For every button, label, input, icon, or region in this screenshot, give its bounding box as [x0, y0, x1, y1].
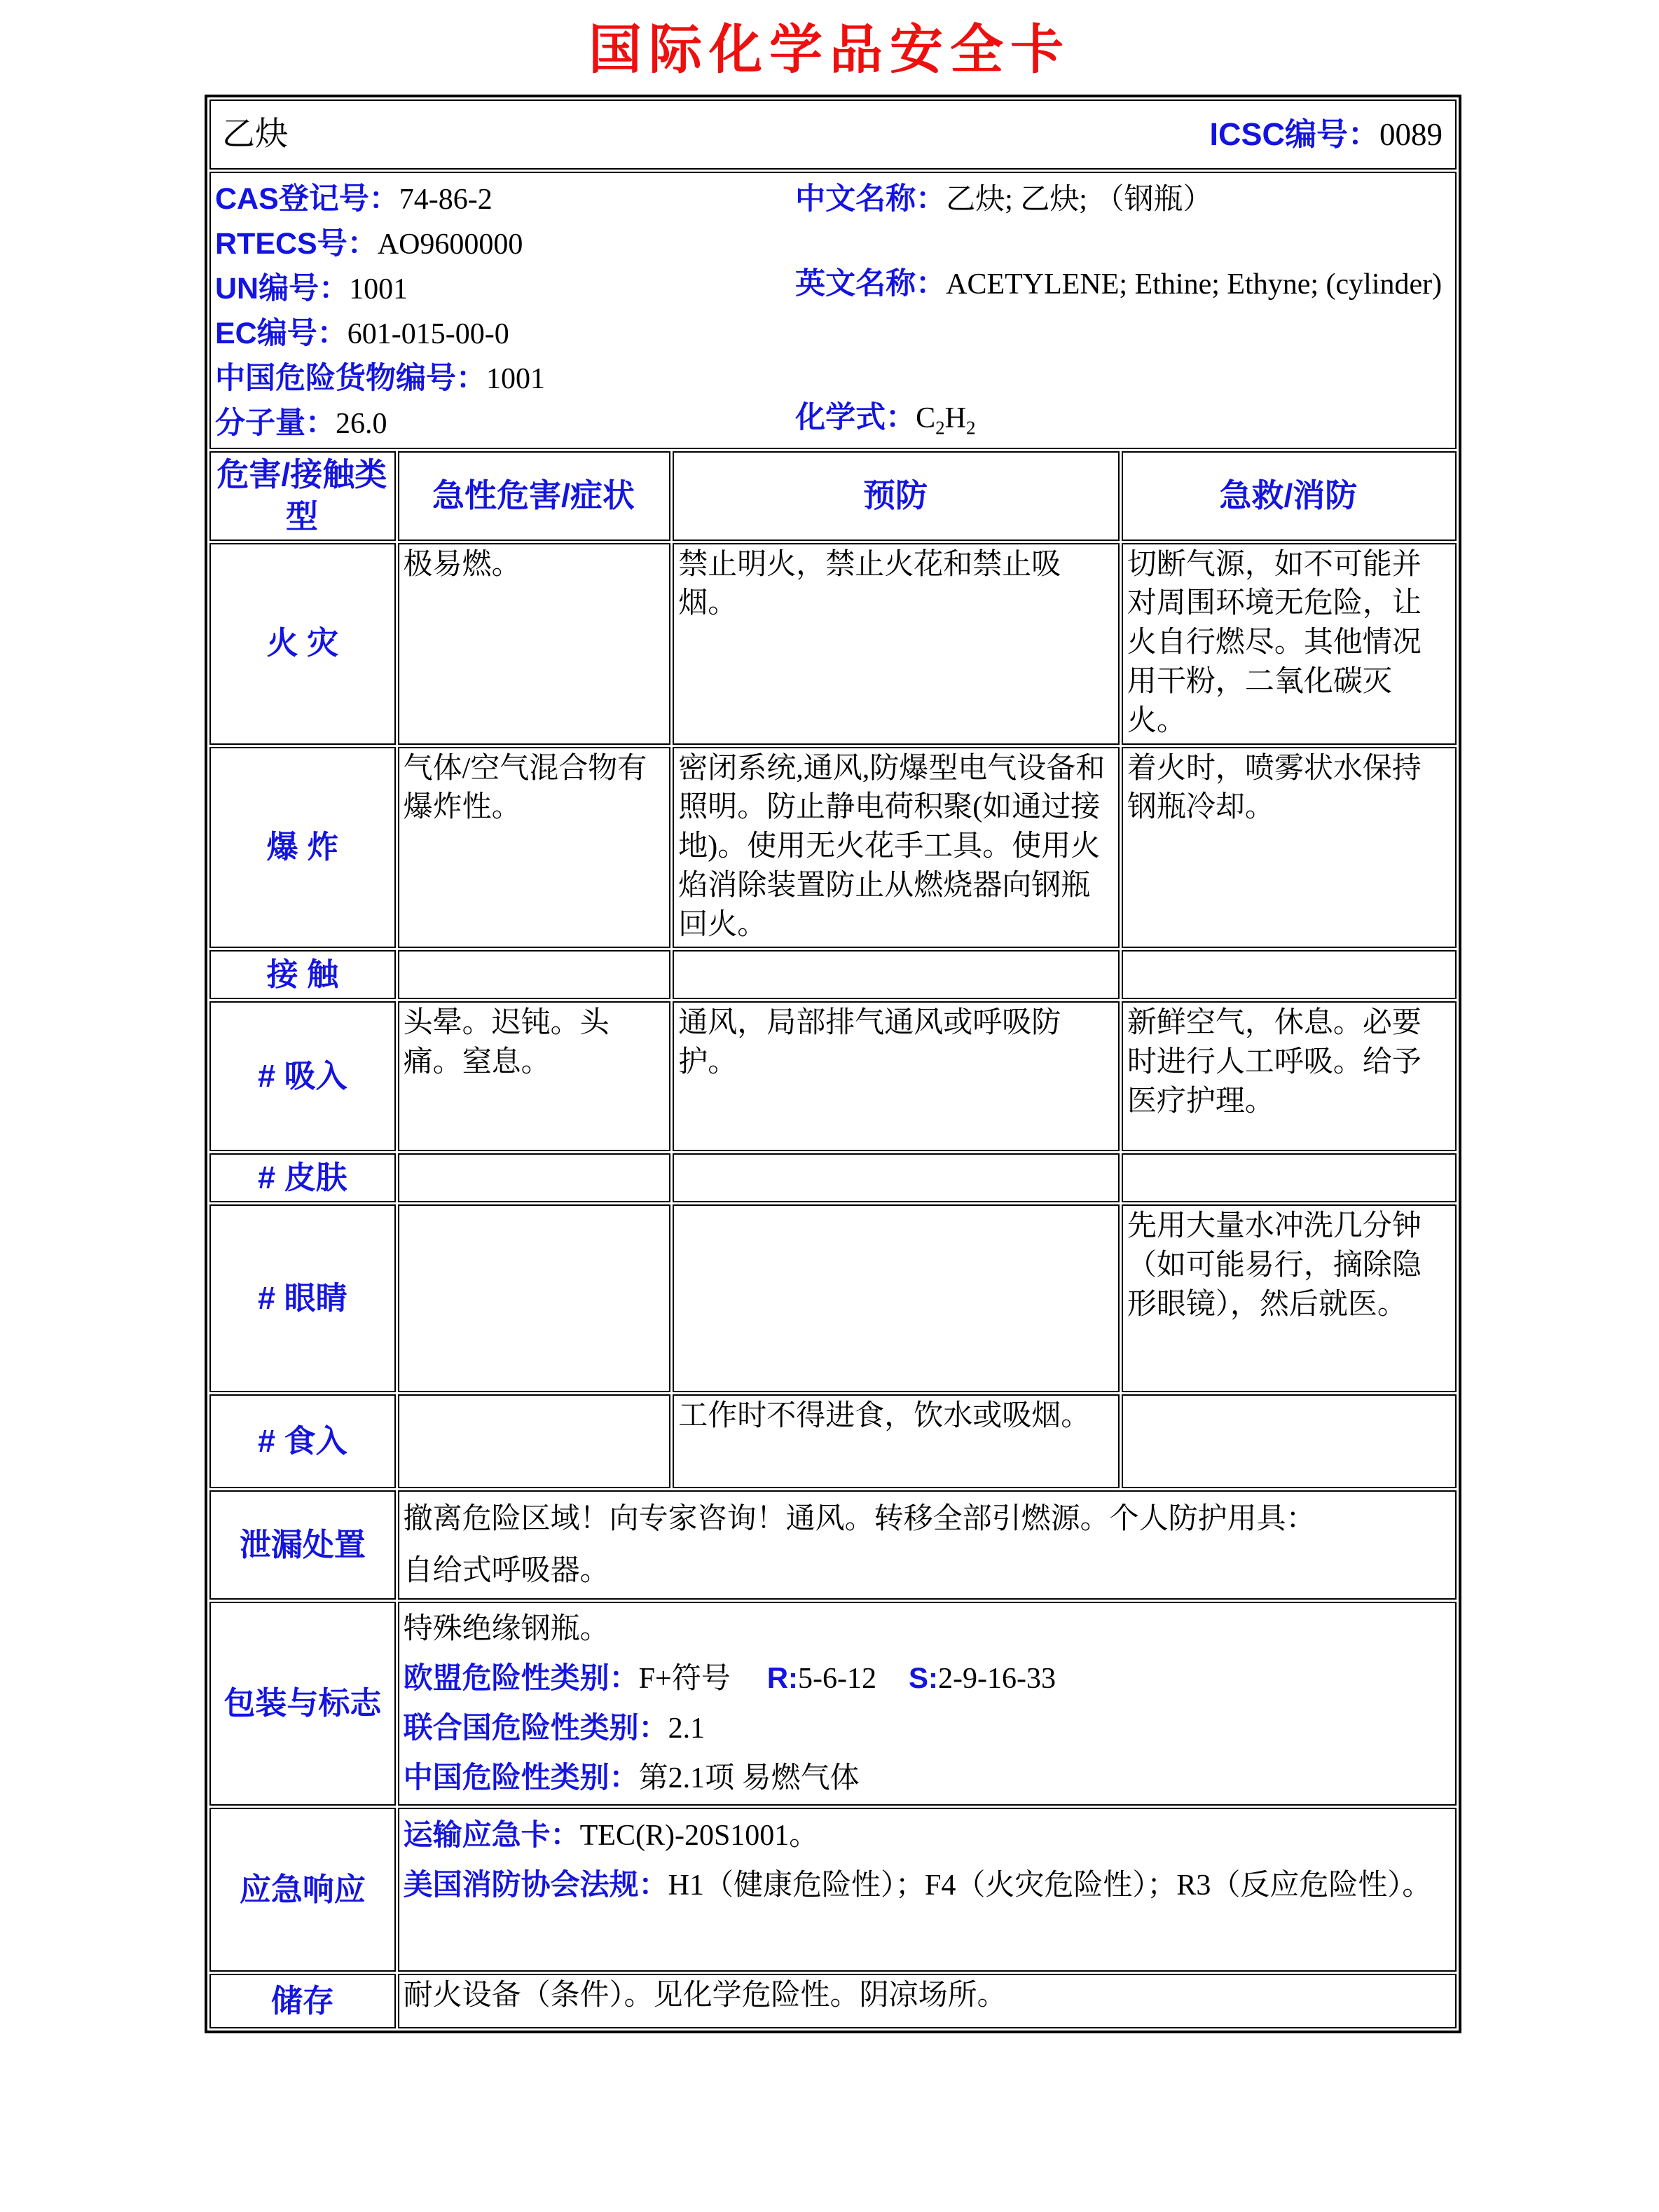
un-number-label: UN编号： [215, 272, 350, 305]
contact-response-cell [1122, 950, 1457, 999]
hazard-row-ingestion [209, 1394, 1457, 1488]
chinese-name-value: 乙炔; 乙炔; （钢瓶） [946, 184, 1213, 216]
packaging-row [209, 1602, 1457, 1806]
hazard-row-eyes [209, 1204, 1457, 1392]
skin-prevention-cell [673, 1153, 1120, 1202]
english-name-label: 英文名称： [795, 267, 946, 301]
eyes-symptoms-cell [398, 1204, 671, 1392]
formula-subscript-2: 2 [965, 417, 976, 439]
transport-emergency-card-line [404, 1811, 1450, 1860]
s-phrases-label: S: [909, 1661, 939, 1694]
header-acute-symptoms: 急性危害/症状 [398, 451, 671, 541]
packaging-cylinder-note: 特殊绝缘钢瓶。 [403, 1612, 610, 1645]
skin-symptoms-cell [398, 1153, 671, 1202]
inhalation-symptoms-cell: 头晕。迟钝。头痛。窒息。 [398, 1001, 671, 1151]
hazard-row-fire [209, 543, 1457, 745]
emergency-response-row [209, 1808, 1457, 1972]
identification-row [209, 172, 1457, 449]
cas-number-line [215, 177, 795, 222]
substance-header [215, 102, 1450, 167]
packaging-cell [398, 1602, 1457, 1806]
molecular-weight-label: 分子量： [215, 406, 336, 440]
china-hazard-class-line [404, 1753, 1450, 1803]
rtecs-number-value: AO9600000 [377, 228, 523, 261]
hazard-row-contact [209, 950, 1457, 999]
spill-disposal-cell [398, 1490, 1457, 1600]
row-label-explosion: 爆 炸 [209, 747, 396, 948]
ingestion-symptoms-cell [398, 1394, 671, 1488]
inhalation-prevention-cell: 通风，局部排气通风或呼吸防护。 [673, 1001, 1120, 1151]
un-hazard-class-label: 联合国危险性类别： [403, 1710, 668, 1744]
english-name-value: ACETYLENE; Ethine; Ethyne; (cylinder) [946, 268, 1443, 301]
ingestion-response-cell [1122, 1394, 1457, 1488]
icsc-number-label: ICSC编号： [1209, 116, 1379, 152]
hazard-row-inhalation [209, 1001, 1457, 1151]
nfpa-code-label: 美国消防协会法规： [403, 1867, 668, 1901]
page-title: 国际化学品安全卡 [588, 18, 1071, 81]
un-hazard-class-line [404, 1703, 1450, 1753]
cas-number-value: 74-86-2 [399, 184, 493, 216]
chemical-formula-label: 化学式： [795, 401, 916, 434]
skin-response-cell [1122, 1153, 1457, 1202]
ec-number-label: EC编号： [215, 317, 347, 350]
row-label-packaging: 包装与标志 [209, 1602, 396, 1806]
storage-row [209, 1974, 1457, 2028]
chinese-name-label: 中文名称： [795, 182, 946, 216]
fire-symptoms-cell: 极易燃。 [398, 543, 671, 745]
hazard-row-explosion [209, 747, 1457, 948]
un-hazard-class-value: 2.1 [668, 1712, 705, 1745]
hazard-row-skin [209, 1153, 1457, 1202]
r-phrases-label: R: [766, 1661, 799, 1694]
transport-emergency-card-value: TEC(R)-20S1001。 [579, 1819, 819, 1852]
chemical-formula-line [795, 396, 1450, 441]
china-hazard-class-value: 第2.1项 易燃气体 [638, 1761, 860, 1794]
fire-response-cell: 切断气源，如不可能并对周围环境无危险，让火自行燃尽。其他情况用干粉，二氧化碳灭火。 [1122, 543, 1457, 745]
formula-element-1: C [916, 402, 936, 434]
transport-emergency-card-label: 运输应急卡： [403, 1818, 580, 1851]
formula-element-2: H [944, 402, 966, 434]
contact-symptoms-cell [398, 950, 671, 999]
molecular-weight-line [215, 401, 795, 446]
spill-disposal-line-2: 自给式呼吸器。 [403, 1554, 610, 1587]
un-number-line [215, 267, 795, 312]
explosion-response-cell: 着火时，喷雾状水保持钢瓶冷却。 [1122, 747, 1457, 948]
header-first-aid-fire: 急救/消防 [1122, 451, 1457, 541]
header-prevention: 预防 [673, 451, 1120, 541]
eyes-prevention-cell [673, 1204, 1120, 1392]
icsc-number-value: 0089 [1379, 116, 1443, 152]
row-label-eyes: # 眼睛 [209, 1204, 396, 1392]
identification-right-column [795, 177, 1450, 446]
china-dg-number-line [215, 357, 795, 401]
spill-disposal-row [209, 1490, 1457, 1600]
ec-number-line [215, 312, 795, 357]
nfpa-code-line [404, 1860, 1450, 1910]
icsc-number [1209, 114, 1443, 156]
row-label-ingestion: # 食入 [209, 1394, 396, 1488]
row-label-skin: # 皮肤 [209, 1153, 396, 1202]
cas-number-label: CAS登记号： [215, 182, 399, 216]
eyes-response-cell: 先用大量水冲洗几分钟（如可能易行，摘除隐形眼镜），然后就医。 [1122, 1204, 1457, 1392]
spill-disposal-line-1: 撤离危险区域！向专家咨询！通风。转移全部引燃源。个人防护用具： [403, 1502, 1316, 1535]
contact-prevention-cell [673, 950, 1120, 999]
s-phrases-value: 2-9-16-33 [938, 1662, 1056, 1695]
china-dg-number-value: 1001 [486, 363, 545, 395]
identification-block [215, 174, 1450, 446]
eu-hazard-class-value: F+符号 [638, 1662, 731, 1695]
chemical-formula-value [916, 402, 976, 439]
row-label-spill-disposal: 泄漏处置 [209, 1490, 396, 1600]
molecular-weight-value: 26.0 [336, 408, 387, 440]
identification-left-column [215, 177, 795, 446]
formula-subscript-1: 2 [935, 417, 945, 439]
nfpa-code-value: H1（健康危险性）；F4（火灾危险性）；R3（反应危险性）。 [668, 1869, 1432, 1902]
inhalation-response-cell: 新鲜空气，休息。必要时进行人工呼吸。给予医疗护理。 [1122, 1001, 1457, 1151]
rtecs-number-line [215, 222, 795, 267]
icsc-card-table [205, 95, 1461, 2033]
explosion-symptoms-cell: 气体/空气混合物有爆炸性。 [398, 747, 671, 948]
substance-header-row [209, 99, 1457, 170]
china-dg-number-label: 中国危险货物编号： [215, 362, 486, 395]
emergency-response-cell [398, 1808, 1457, 1972]
china-hazard-class-label: 中国危险性类别： [403, 1760, 639, 1794]
chinese-name-line [795, 177, 1450, 222]
explosion-prevention-cell: 密闭系统,通风,防爆型电气设备和照明。防止静电荷积聚(如通过接地)。使用无火花手工具。使用火焰消除装置防止从燃烧器向钢瓶回火。 [673, 747, 1120, 948]
row-label-contact: 接 触 [209, 950, 396, 999]
header-hazard-type: 危害/接触类型 [209, 451, 396, 541]
eu-hazard-class-label: 欧盟危险性类别： [403, 1661, 639, 1694]
storage-cell: 耐火设备（条件）。见化学危险性。阴凉场所。 [398, 1974, 1457, 2028]
identification-cell [209, 172, 1457, 449]
row-label-inhalation: # 吸入 [209, 1001, 396, 1151]
rtecs-number-label: RTECS号： [215, 227, 378, 261]
fire-prevention-cell: 禁止明火，禁止火花和禁止吸烟。 [673, 543, 1120, 745]
r-phrases-value: 5-6-12 [798, 1662, 877, 1695]
row-label-emergency-response: 应急响应 [209, 1808, 396, 1972]
row-label-storage: 储存 [209, 1974, 396, 2028]
ingestion-prevention-cell: 工作时不得进食，饮水或吸烟。 [673, 1394, 1120, 1488]
substance-name: 乙炔 [222, 116, 288, 153]
row-label-fire: 火 灾 [209, 543, 396, 745]
substance-header-cell [209, 99, 1457, 170]
english-name-line [795, 263, 1450, 305]
hazard-header-row [209, 451, 1457, 541]
eu-hazard-class-line [404, 1654, 1450, 1703]
ec-number-value: 601-015-00-0 [347, 318, 509, 350]
un-number-value: 1001 [349, 273, 408, 305]
